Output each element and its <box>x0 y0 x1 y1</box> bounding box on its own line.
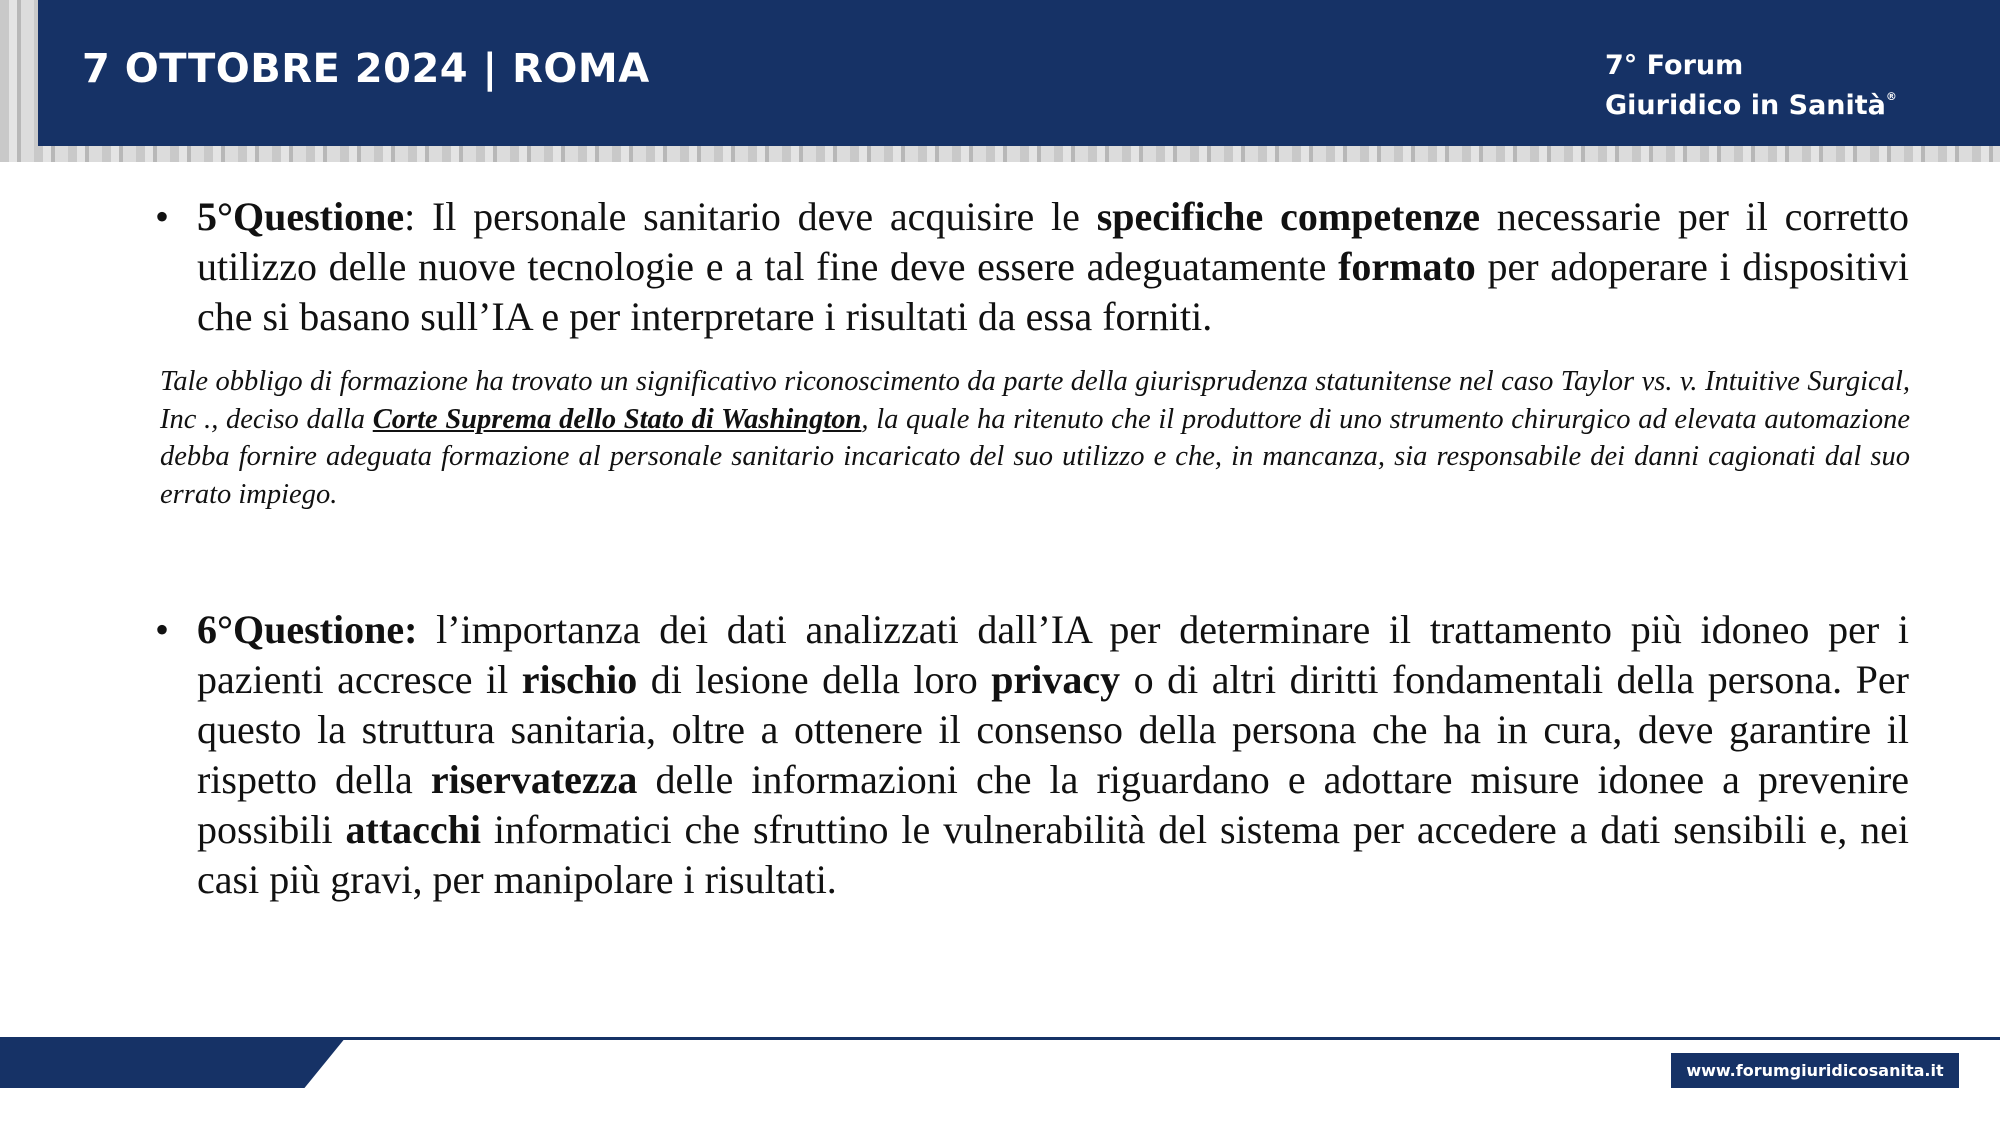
forum-logo <box>1605 50 1897 121</box>
website-url-badge[interactable]: www.forumgiuridicosanita.it <box>1671 1053 1959 1088</box>
footer-accent-shape <box>0 1037 346 1088</box>
logo-line-2: Giuridico in Sanità® <box>1605 90 1897 121</box>
question-6-paragraph: 6°Questione: l’importanza dei dati analizzati dall’IA per determinare il trattamento più idoneo per i pazienti accresce il rischio di lesione della loro privacy o di altri diritti fondamentali della persona. Per questo la struttura sanitaria, oltre a ottenere il consenso della persona che ha in cura, deve garantire il rispetto della riservatezza delle informazioni che la riguardano e adottare misure idonee a prevenire possibili attacchi informatici che sfruttino le vulnerabilità del sistema per accedere a dati sensibili e, nei casi più gravi, per manipolare i risultati. <box>197 607 1910 902</box>
event-date-location: 7 OTTOBRE 2024 | ROMA <box>82 46 650 92</box>
logo-line-1: 7° Forum <box>1605 50 1744 81</box>
registered-mark: ® <box>1885 90 1897 103</box>
case-law-note: Tale obbligo di formazione ha trovato un significativo riconoscimento da parte della giurisprudenza statunitense nel caso Taylor vs. v. Intuitive Surgical, Inc ., deciso dalla Corte Suprema dello Stato di Washington, la quale ha ritenuto che il produttore di uno strumento chirurgico ad elevata automazione debba fornire adeguata formazione al personale sanitario incaricato del suo utilizzo e che, in mancanza, sia responsabile dei danni cagionati dal suo errato impiego. <box>160 366 1910 510</box>
bullet-marker-q6: • <box>155 607 170 652</box>
bullet-marker-q5: • <box>155 194 170 239</box>
court-reference: Corte Suprema dello Stato di Washington <box>372 403 862 435</box>
question-5-paragraph: 5°Questione: Il personale sanitario deve acquisire le specifiche competenze necessarie per il corretto utilizzo delle nuove tecnologie e a tal fine deve essere adeguatamente formato per adoperare i dispositivi che si basano sull’IA e per interpretare i risultati da essa forniti. <box>197 194 1910 339</box>
